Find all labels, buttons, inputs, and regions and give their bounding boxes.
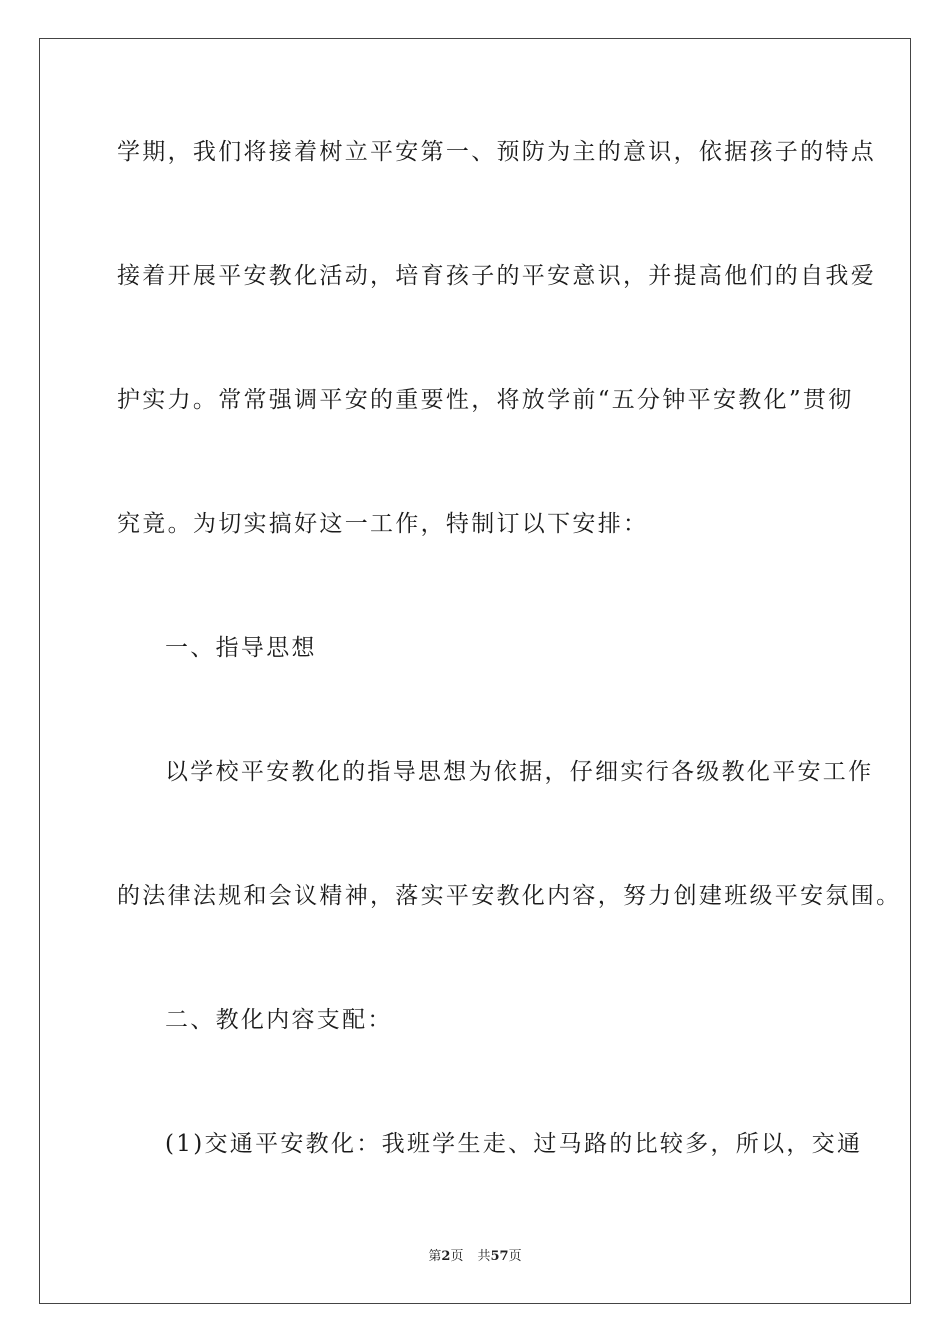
section-heading-2: 二、教化内容支配：: [165, 1007, 393, 1033]
page-footer: [0, 1249, 950, 1265]
total-suffix: 页: [508, 1249, 522, 1264]
section-heading-1: 一、指导思想: [165, 635, 317, 661]
body-text-line-3: 护实力。常常强调平安的重要性，将放学前“五分钟平安教化”贯彻: [117, 387, 854, 413]
page-suffix: 页: [450, 1249, 464, 1264]
page-number: 2: [441, 1249, 451, 1264]
body-text-line-7: (1)交通平安教化：我班学生走、过马路的比较多，所以，交通: [165, 1131, 863, 1157]
page-prefix: 第: [428, 1249, 442, 1264]
total-prefix: 共: [477, 1249, 491, 1264]
body-text-line-4: 究竟。为切实搞好这一工作，特制订以下安排：: [117, 511, 649, 537]
body-text-line-1: 学期，我们将接着树立平安第一、预防为主的意识，依据孩子的特点: [117, 139, 876, 165]
body-text-line-5: 以学校平安教化的指导思想为依据，仔细实行各级教化平安工作: [165, 759, 874, 785]
body-text-line-2: 接着开展平安教化活动，培育孩子的平安意识，并提高他们的自我爱: [117, 263, 876, 289]
total-pages: 57: [490, 1249, 509, 1264]
body-text-line-6: 的法律法规和会议精神，落实平安教化内容，努力创建班级平安氛围。: [117, 883, 902, 909]
page-border: [39, 38, 911, 1304]
